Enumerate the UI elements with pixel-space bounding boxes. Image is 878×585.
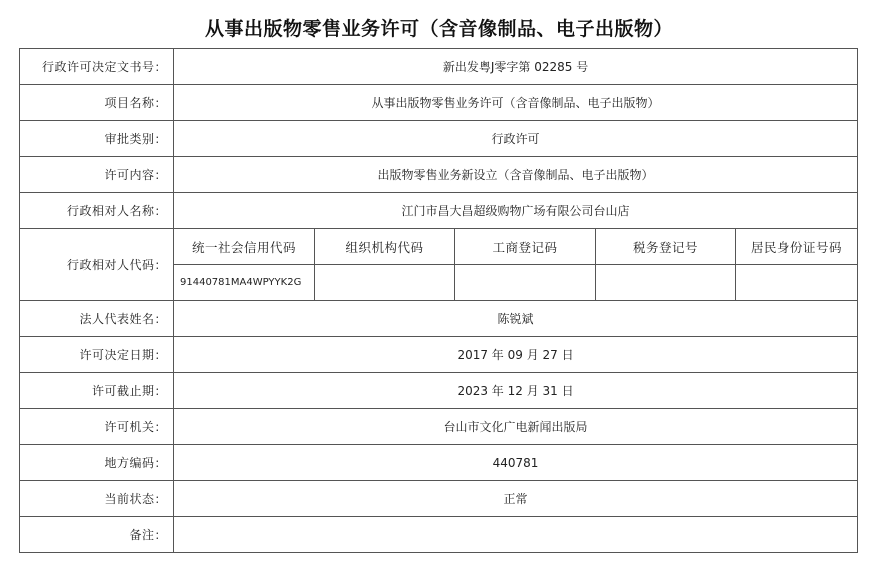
decision-date-value: 2017 年 09 月 27 日 [174,337,858,373]
authority-value: 台山市文化广电新闻出版局 [174,409,858,445]
row-region-code [20,445,858,481]
row-party-code-headers [20,229,858,265]
tax-reg-value [596,265,736,301]
row-status [20,481,858,517]
row-remark [20,517,858,553]
row-category [20,121,858,157]
row-legal-rep [20,301,858,337]
status-value: 正常 [174,481,858,517]
id-number-header: 居民身份证号码 [736,229,858,265]
party-name-label: 行政相对人名称： [20,193,174,229]
row-project-name [20,85,858,121]
status-label: 当前状态： [20,481,174,517]
decision-date-label: 许可决定日期： [20,337,174,373]
project-name-label: 项目名称： [20,85,174,121]
legal-rep-label: 法人代表姓名： [20,301,174,337]
row-expiry-date [20,373,858,409]
content-label: 许可内容： [20,157,174,193]
decision-no-label: 行政许可决定文书号： [20,49,174,85]
id-number-value [736,265,858,301]
credit-code-value: 91440781MA4WPYYK2G [174,265,315,301]
party-code-label: 行政相对人代码： [20,229,174,301]
party-name-value: 江门市昌大昌超级购物广场有限公司台山店 [174,193,858,229]
content-value: 出版物零售业务新设立（含音像制品、电子出版物） [174,157,858,193]
category-value: 行政许可 [174,121,858,157]
org-code-value [315,265,455,301]
expiry-date-value: 2023 年 12 月 31 日 [174,373,858,409]
business-reg-header: 工商登记码 [455,229,596,265]
org-code-header: 组织机构代码 [315,229,455,265]
page-title: 从事出版物零售业务许可（含音像制品、电子出版物） [204,18,673,40]
expiry-date-label: 许可截止期： [20,373,174,409]
region-code-value: 440781 [174,445,858,481]
tax-reg-header: 税务登记号 [596,229,736,265]
credit-code-header: 统一社会信用代码 [174,229,315,265]
business-reg-value [455,265,596,301]
row-authority [20,409,858,445]
row-content [20,157,858,193]
remark-value [174,517,858,553]
legal-rep-value: 陈锐斌 [174,301,858,337]
row-decision-date [20,337,858,373]
region-code-label: 地方编码： [20,445,174,481]
remark-label: 备注： [20,517,174,553]
row-decision-no [20,49,858,85]
license-record-table [19,48,858,553]
project-name-value: 从事出版物零售业务许可（含音像制品、电子出版物） [174,85,858,121]
authority-label: 许可机关： [20,409,174,445]
row-party-name [20,193,858,229]
category-label: 审批类别： [20,121,174,157]
decision-no-value: 新出发粤J零字第 02285 号 [174,49,858,85]
